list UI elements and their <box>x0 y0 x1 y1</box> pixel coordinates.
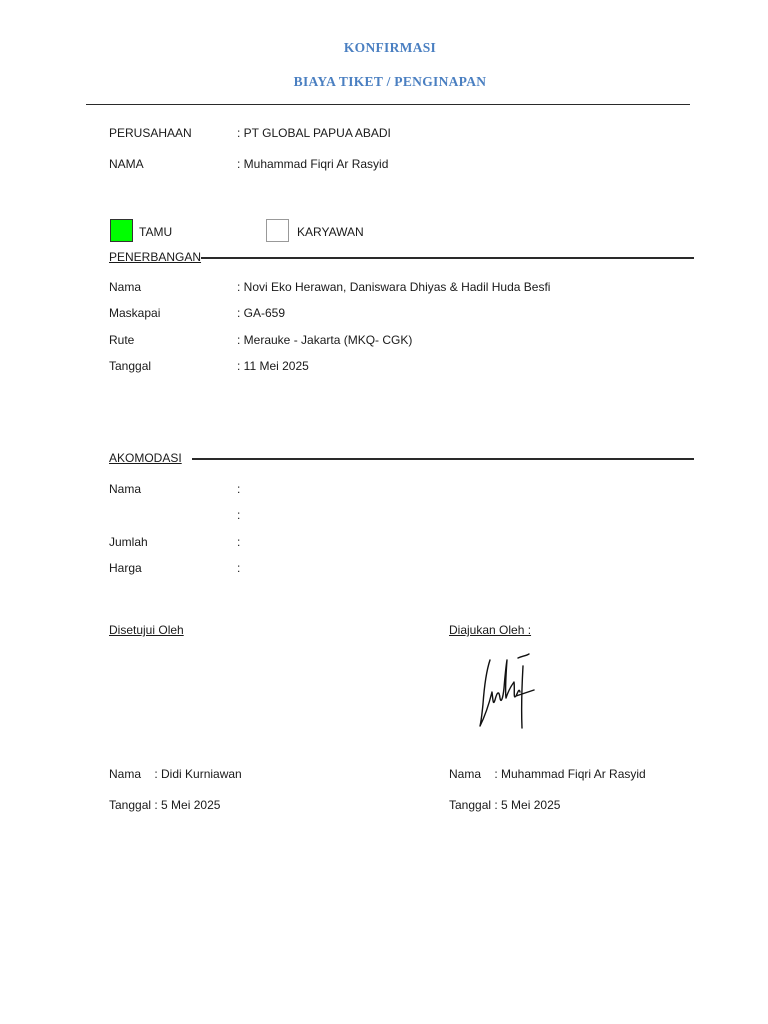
flight-nama-value: : Novi Eko Herawan, Daniswara Dhiyas & Hadil Huda Besfi <box>237 280 551 294</box>
jumlah-label: Jumlah <box>109 535 148 549</box>
karyawan-label: KARYAWAN <box>297 225 364 239</box>
hotel-nama-label: Nama <box>109 482 142 496</box>
document-title: KONFIRMASI <box>343 40 437 55</box>
diajukan-tanggal: Tanggal : 5 Mei 2025 <box>449 798 561 812</box>
flight-tanggal-label: Tanggal <box>109 359 152 373</box>
disetujui-heading: Disetujui Oleh <box>109 623 184 637</box>
harga-label: Harga <box>109 561 142 575</box>
signature-image <box>478 652 536 730</box>
maskapai-label: Maskapai <box>109 306 161 320</box>
rute-label: Rute <box>109 333 135 347</box>
akomodasi-heading: AKOMODASI <box>109 451 182 465</box>
penerbangan-divider <box>201 257 694 259</box>
diajukan-nama: Nama : Muhammad Fiqri Ar Rasyid <box>449 767 646 781</box>
perusahaan-value: : PT GLOBAL PAPUA ABADI <box>237 126 391 140</box>
disetujui-tanggal: Tanggal : 5 Mei 2025 <box>109 798 221 812</box>
diajukan-heading: Diajukan Oleh : <box>449 623 532 637</box>
penerbangan-heading: PENERBANGAN <box>109 250 202 264</box>
flight-nama-label: Nama <box>109 280 142 294</box>
rute-value: : Merauke - Jakarta (MKQ- CGK) <box>237 333 413 347</box>
hotel-extra-value: : <box>237 508 241 522</box>
perusahaan-label: PERUSAHAAN <box>109 126 192 140</box>
document-subtitle: BIAYA TIKET / PENGINAPAN <box>293 74 487 89</box>
disetujui-nama: Nama : Didi Kurniawan <box>109 767 242 781</box>
jumlah-value: : <box>237 535 241 549</box>
nama-value: : Muhammad Fiqri Ar Rasyid <box>237 157 389 171</box>
header-divider <box>86 104 690 105</box>
tamu-label: TAMU <box>139 225 173 239</box>
harga-value: : <box>237 561 241 575</box>
hotel-nama-value: : <box>237 482 241 496</box>
karyawan-checkbox[interactable] <box>266 219 289 242</box>
tamu-checkbox[interactable] <box>110 219 133 242</box>
nama-label: NAMA <box>109 157 144 171</box>
flight-tanggal-value: : 11 Mei 2025 <box>237 359 309 373</box>
akomodasi-divider <box>192 458 694 460</box>
maskapai-value: : GA-659 <box>237 306 286 320</box>
